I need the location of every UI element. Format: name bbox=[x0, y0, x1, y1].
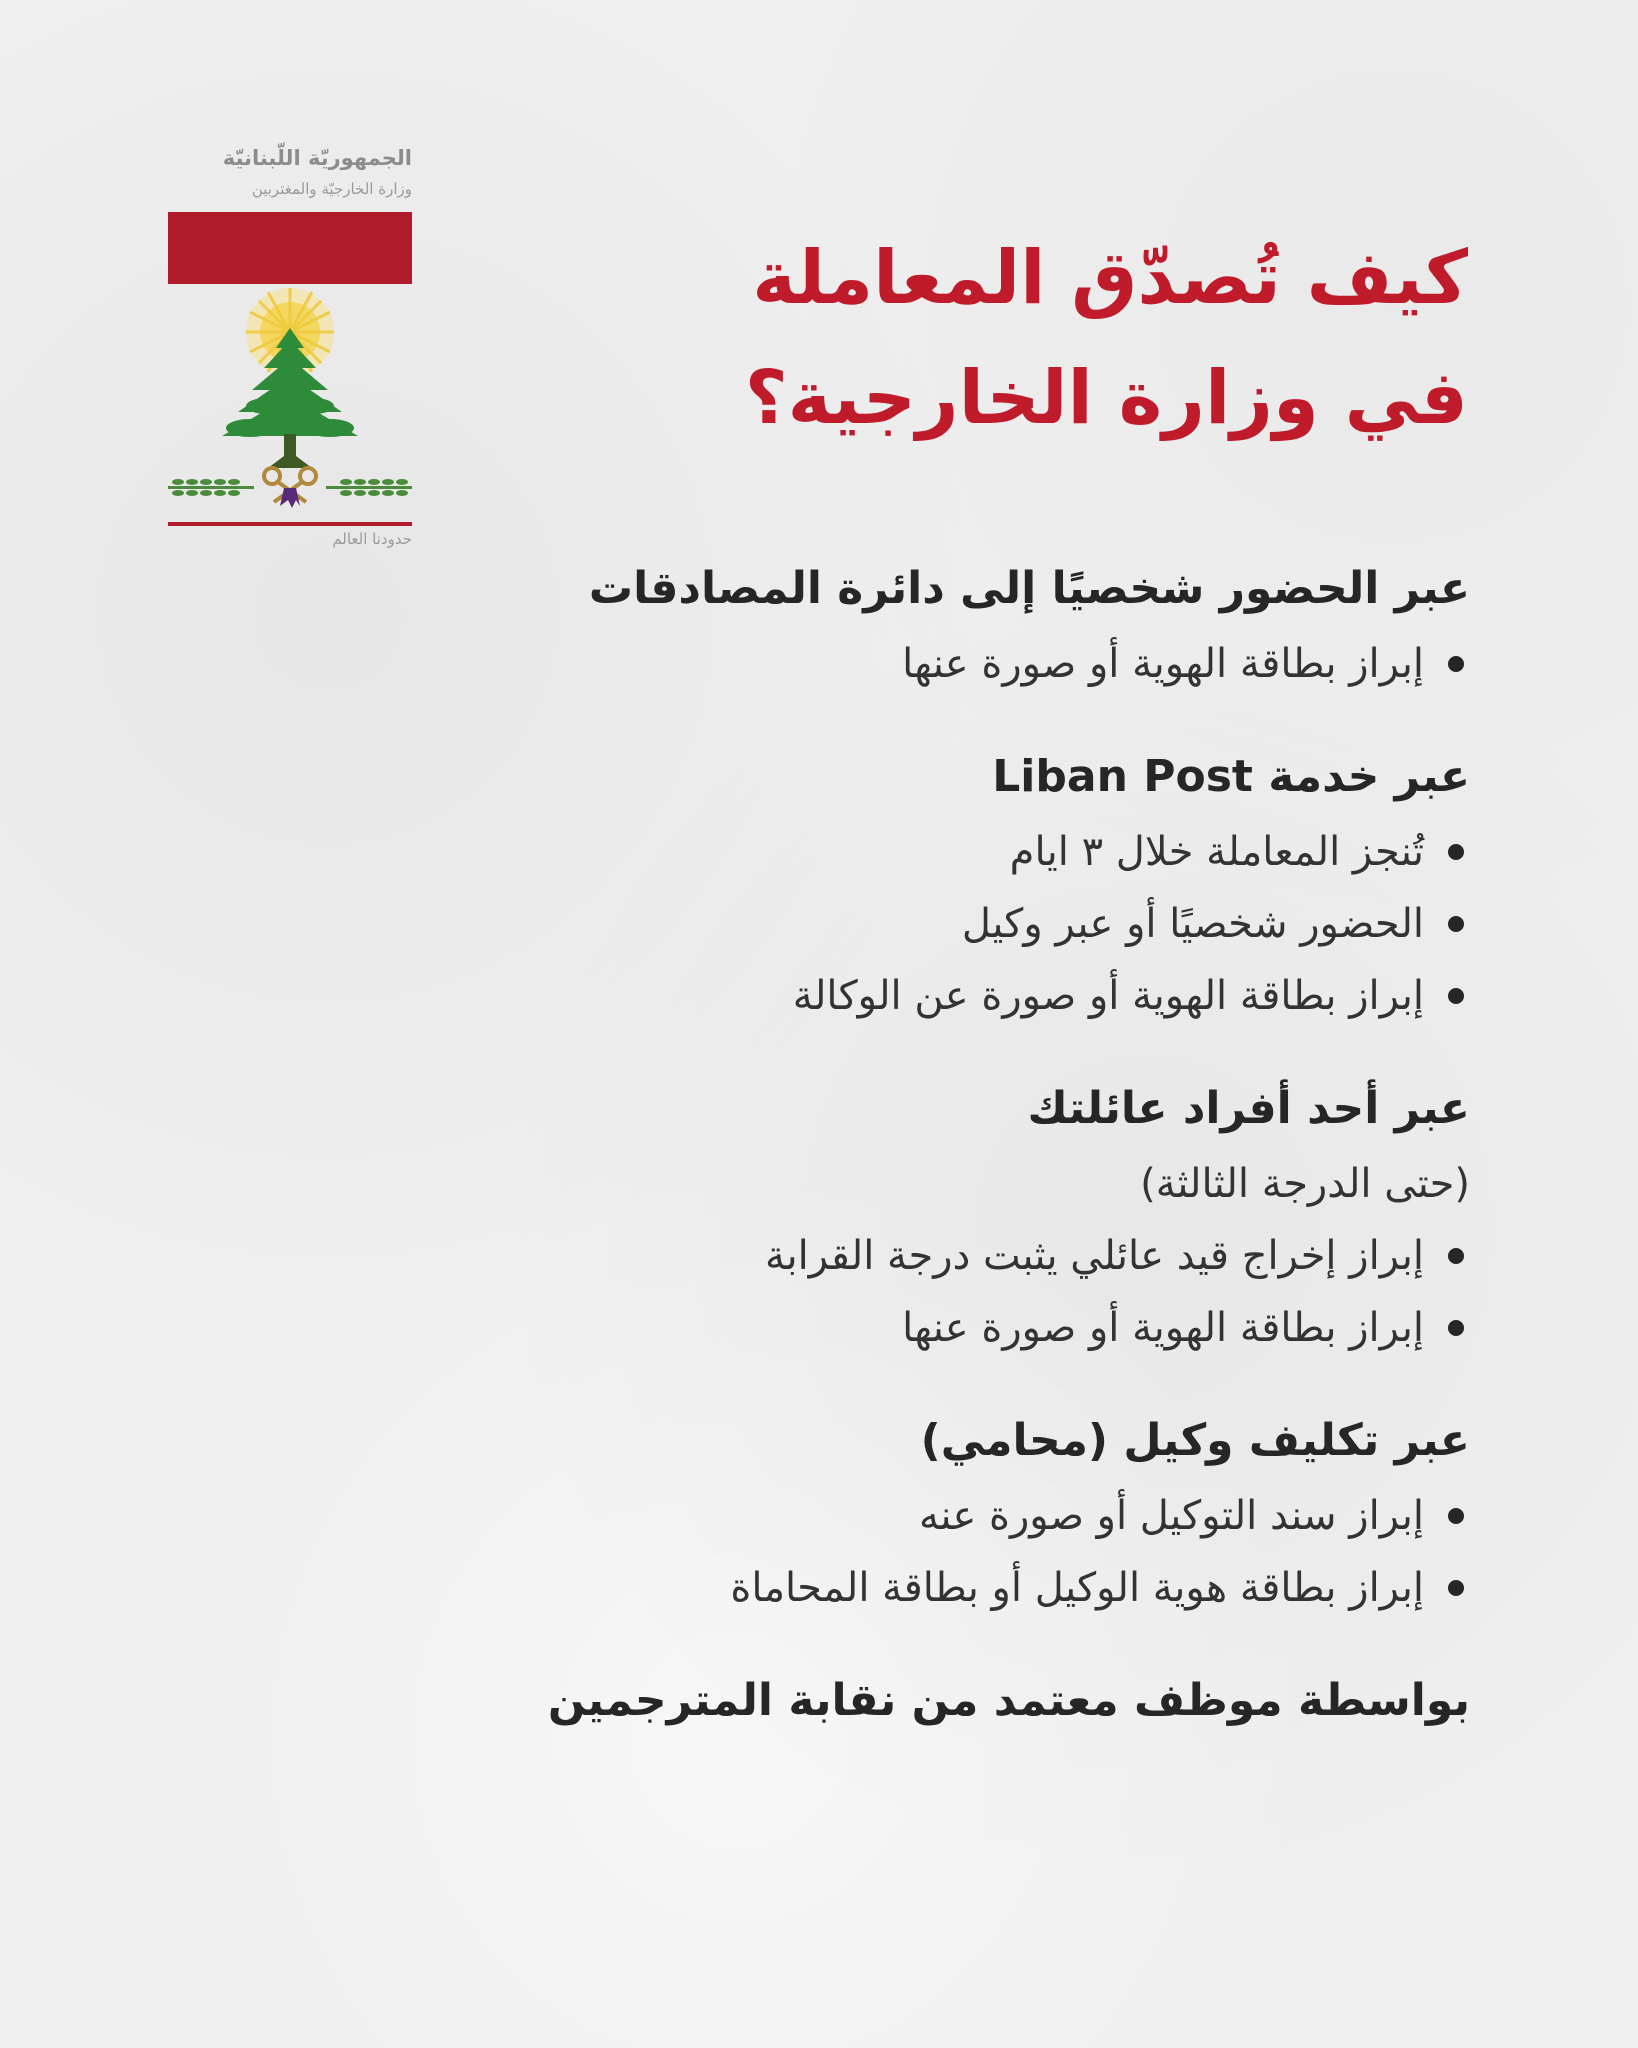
list-item: إبراز بطاقة الهوية أو صورة عنها bbox=[290, 628, 1470, 700]
bullet-icon bbox=[1448, 1320, 1464, 1336]
section-in-person bbox=[290, 550, 1470, 700]
section-heading: عبر أحد أفراد عائلتك bbox=[1027, 1083, 1470, 1134]
list-item: إبراز بطاقة الهوية أو صورة عنها bbox=[290, 1292, 1470, 1364]
list-item: إبراز سند التوكيل أو صورة عنه bbox=[290, 1480, 1470, 1552]
section-note: (حتى الدرجة الثالثة) bbox=[1140, 1161, 1470, 1207]
bullet-icon bbox=[1448, 1580, 1464, 1596]
logo-republic-text: الجمهوريّة اللّبنانيّة bbox=[222, 146, 412, 170]
bullet-list bbox=[290, 1480, 1470, 1624]
page-title bbox=[568, 218, 1468, 458]
bullet-icon bbox=[1448, 1248, 1464, 1264]
bullet-list bbox=[290, 628, 1470, 700]
bullet-icon bbox=[1448, 844, 1464, 860]
closing-statement: بواسطة موظف معتمد من نقابة المترجمين bbox=[547, 1675, 1470, 1726]
logo-ministry-text: وزارة الخارجيّة والمغتربين bbox=[251, 180, 412, 198]
bullet-list bbox=[290, 816, 1470, 1032]
content-body bbox=[290, 550, 1470, 1740]
bullet-icon bbox=[1448, 1508, 1464, 1524]
logo-red-bar bbox=[168, 212, 412, 284]
logo-motto-divider bbox=[168, 522, 412, 526]
section-lawyer-agent bbox=[290, 1402, 1470, 1624]
title-line-1: كيف تُصدّق المعاملة bbox=[752, 235, 1468, 321]
section-heading: عبر خدمة Liban Post bbox=[992, 751, 1470, 802]
section-heading: عبر الحضور شخصيًا إلى دائرة المصادقات bbox=[588, 563, 1470, 614]
bullet-list bbox=[290, 1220, 1470, 1364]
list-item: إبراز إخراج قيد عائلي يثبت درجة القرابة bbox=[290, 1220, 1470, 1292]
title-line-2: في وزارة الخارجية؟ bbox=[744, 355, 1468, 441]
list-item: إبراز بطاقة الهوية أو صورة عن الوكالة bbox=[290, 960, 1470, 1032]
bullet-icon bbox=[1448, 988, 1464, 1004]
bullet-icon bbox=[1448, 656, 1464, 672]
section-heading: عبر تكليف وكيل (محامي) bbox=[920, 1415, 1470, 1466]
bullet-icon bbox=[1448, 916, 1464, 932]
ministry-logo bbox=[168, 146, 412, 556]
section-family-member bbox=[290, 1070, 1470, 1364]
logo-motto-text: حدودنا العالم bbox=[332, 530, 412, 548]
list-item: إبراز بطاقة هوية الوكيل أو بطاقة المحاماة bbox=[290, 1552, 1470, 1624]
list-item: الحضور شخصيًا أو عبر وكيل bbox=[290, 888, 1470, 960]
cedar-tree-icon bbox=[168, 288, 412, 508]
section-liban-post bbox=[290, 738, 1470, 1032]
list-item: تُنجز المعاملة خلال ٣ ايام bbox=[290, 816, 1470, 888]
